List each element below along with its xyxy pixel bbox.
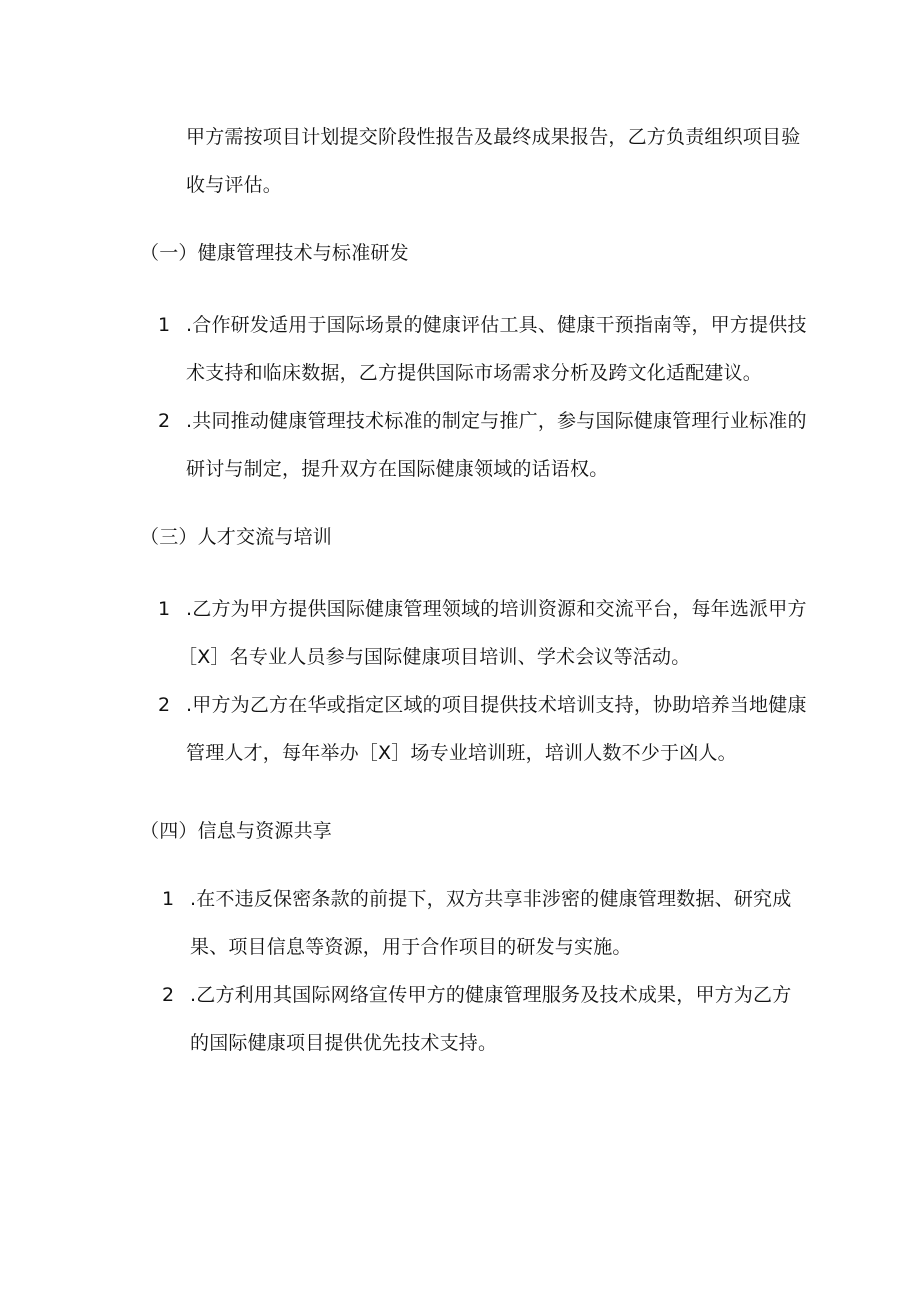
list-item-text: .乙方利用其国际网络宣传甲方的健康管理服务及技术成果，甲方为乙方 xyxy=(190,984,792,1006)
list-item-3-2-line-1 xyxy=(158,692,807,718)
list-item-4-2-line-1 xyxy=(162,982,791,1008)
list-item-1-2-line-2: 研讨与制定，提升双方在国际健康领域的话语权。 xyxy=(186,458,609,480)
list-item-text: .甲方为乙方在华或指定区域的项目提供技术培训支持，协助培养当地健康 xyxy=(186,694,807,716)
section-heading-1: （一）健康管理技术与标准研发 xyxy=(140,242,409,264)
list-item-4-1-line-1 xyxy=(162,886,791,912)
list-item-number: 2 xyxy=(158,694,171,716)
list-item-number: 2 xyxy=(158,410,171,432)
section-heading-3: （三）人才交流与培训 xyxy=(140,526,333,548)
list-item-1-1-line-2: 术支持和临床数据，乙方提供国际市场需求分析及跨文化适配建议。 xyxy=(186,362,763,384)
list-item-4-1-line-2: 果、项目信息等资源，用于合作项目的研发与实施。 xyxy=(190,936,632,958)
intro-line-2: 收与评估。 xyxy=(186,174,283,196)
list-item-text: .共同推动健康管理技术标准的制定与推广，参与国际健康管理行业标准的 xyxy=(186,410,807,432)
list-item-number: 1 xyxy=(158,314,171,336)
list-item-1-2-line-1 xyxy=(158,408,807,434)
list-item-3-2-line-2: 管理人才，每年举办［X］场专业培训班，培训人数不少于凶人。 xyxy=(186,742,737,764)
list-item-4-2-line-2: 的国际健康项目提供优先技术支持。 xyxy=(190,1032,498,1054)
list-item-3-1-line-2: ［X］名专业人员参与国际健康项目培训、学术会议等活动。 xyxy=(178,646,691,668)
list-item-text: .在不违反保密条款的前提下，双方共享非涉密的健康管理数据、研究成 xyxy=(190,888,792,910)
intro-line-1: 甲方需按项目计划提交阶段性报告及最终成果报告，乙方负责组织项目验 xyxy=(186,126,801,148)
list-item-number: 1 xyxy=(162,888,175,910)
list-item-3-1-line-1 xyxy=(158,596,807,622)
list-item-number: 1 xyxy=(158,598,171,620)
list-item-number: 2 xyxy=(162,984,175,1006)
list-item-1-1-line-1 xyxy=(158,312,807,338)
list-item-text: .合作研发适用于国际场景的健康评估工具、健康干预指南等，甲方提供技 xyxy=(186,314,807,336)
list-item-text: .乙方为甲方提供国际健康管理领域的培训资源和交流平台，每年选派甲方 xyxy=(186,598,807,620)
section-heading-4: （四）信息与资源共享 xyxy=(140,820,333,842)
